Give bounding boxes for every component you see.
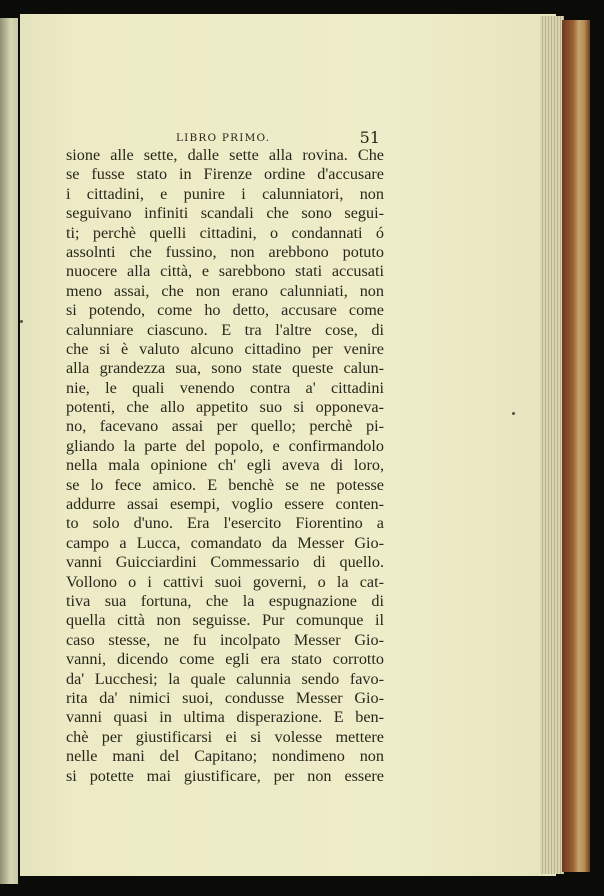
text-line: meno assai, che non erano calunniati, non — [66, 281, 384, 300]
text-line: sione alle sette, dalle sette alla rovina. Che — [66, 146, 384, 164]
text-line: nelle mani del Capitano; nondimeno non — [66, 747, 384, 766]
text-line: vanni Guicciardini Commessario di quello. — [66, 553, 384, 572]
text-line: alla grandezza sua, sono state queste calun- — [66, 359, 384, 378]
text-line: gliando la parte del popolo, e confirmandolo — [66, 436, 384, 455]
text-line: vanni, dicendo come egli era stato corrotto — [66, 650, 384, 669]
text-line: da' Lucchesi; la quale calunnia sendo favo- — [66, 669, 384, 688]
text-line: nuocere alla città, e sarebbono stati accusati — [66, 262, 384, 281]
text-line: nella mala opinione ch' egli aveva di loro, — [66, 456, 384, 475]
text-line: tiva sua fortuna, che la espugnazione di — [66, 591, 384, 610]
facing-page-edge — [0, 18, 18, 884]
text-line: assolnti che fussino, non arebbono potuto — [66, 242, 384, 261]
page-header — [176, 128, 380, 148]
text-line: to solo d'uno. Era l'esercito Fiorentino a — [66, 514, 384, 533]
text-line: campo a Lucca, comandato da Messer Gio- — [66, 533, 384, 552]
text-line: se fusse stato in Firenze ordine d'accusare — [66, 165, 384, 184]
text-line: i cittadini, e punire i calunniatori, non — [66, 184, 384, 203]
text-line: si potendo, come ho detto, accusare come — [66, 301, 384, 320]
page-number: 51 — [359, 128, 380, 147]
text-line: vanni quasi in ultima disperazione. E ben- — [66, 708, 384, 727]
text-line: calunniare ciascuno. E tra l'altre cose, di — [66, 320, 384, 339]
text-line: seguivano infiniti scandali che sono segui- — [66, 204, 384, 223]
text-line: chè per giustificarsi ei si volesse mettere — [66, 727, 384, 746]
page-edges — [540, 16, 564, 874]
text-line: si potette mai giustificare, per non essere — [66, 766, 384, 785]
book-cover-edge — [562, 20, 590, 872]
text-line: nie, le quali venendo contra a' cittadini — [66, 378, 384, 397]
margin-mark — [512, 412, 515, 415]
margin-mark — [20, 320, 23, 323]
body-text — [66, 146, 384, 786]
text-line: addurre assai esempi, voglio essere conten- — [66, 495, 384, 514]
text-line: che si è valuto alcuno cittadino per venire — [66, 339, 384, 358]
text-line: ti; perchè quelli cittadini, o condannati ó — [66, 223, 384, 242]
text-line: quella città non seguisse. Pur comunque il — [66, 611, 384, 630]
text-line: rita da' nimici suoi, condusse Messer Gio- — [66, 688, 384, 707]
running-title: LIBRO PRIMO. — [176, 132, 271, 144]
text-line: no, facevano assai per quello; perchè pi- — [66, 417, 384, 436]
text-line: se lo fece amico. E benchè se ne potesse — [66, 475, 384, 494]
text-line: caso stesse, ne fu incolpato Messer Gio- — [66, 630, 384, 649]
text-line: Vollono o i cattivi suoi governi, o la cat- — [66, 572, 384, 591]
text-line: potenti, che allo appetito suo si opponeva- — [66, 398, 384, 417]
